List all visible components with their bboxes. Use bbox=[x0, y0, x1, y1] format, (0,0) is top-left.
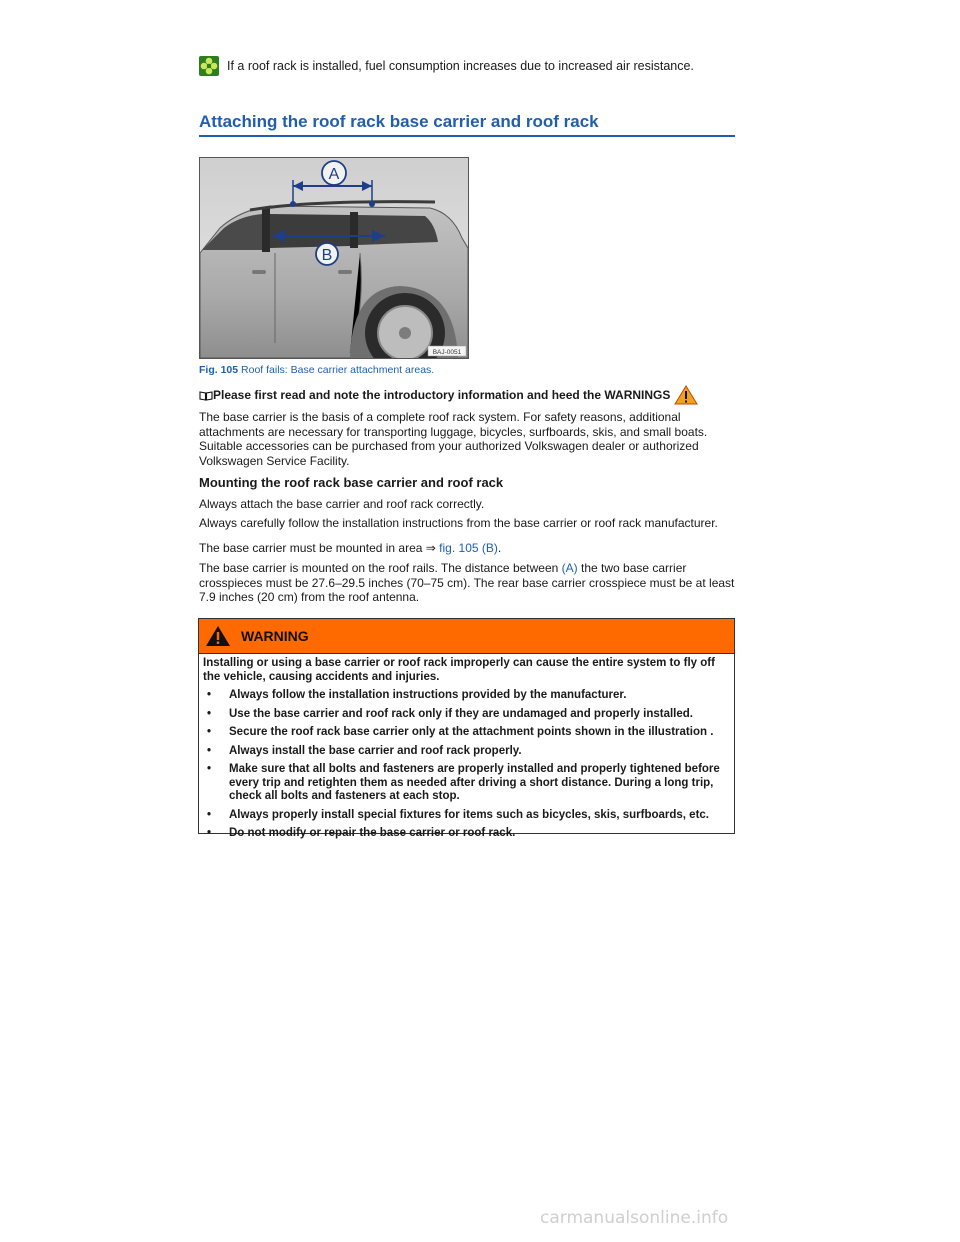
warning-box bbox=[198, 618, 735, 839]
bullet-dot: • bbox=[207, 763, 212, 775]
warning-title: WARNING bbox=[241, 628, 309, 644]
warning-bullet bbox=[203, 827, 730, 841]
caption-number: Fig. 105 bbox=[199, 364, 239, 376]
intro-note bbox=[199, 385, 698, 405]
figure-code: BAJ-0051 bbox=[432, 349, 462, 356]
bullet-text: Make sure that all bolts and fasteners are properly installed and properly tightened before every trip and retighten them as needed after driving a short distance. During a long trip, check all bolts and fasteners at each stop. bbox=[229, 763, 720, 802]
label-a: A bbox=[328, 166, 340, 183]
label-b: B bbox=[321, 247, 333, 264]
car-illustration bbox=[200, 158, 468, 358]
bullet-text: Always follow the installation instructions provided by the manufacturer. bbox=[229, 689, 627, 701]
warning-bullet bbox=[203, 809, 730, 823]
bullet-text: Always properly install special fixtures for items such as bicycles, skis, surfboards, etc. bbox=[229, 808, 710, 821]
bullet-text: Use the base carrier and roof rack only if they are undamaged and properly installed. bbox=[229, 707, 693, 720]
warning-triangle-icon bbox=[205, 625, 231, 647]
mount-area-text: The base carrier must be mounted in area ⇒ bbox=[199, 541, 440, 555]
figure-roof-rack bbox=[199, 157, 469, 359]
bullet-dot: • bbox=[207, 808, 212, 821]
bullet-text: Do not modify or repair the base carrier or roof rack. bbox=[229, 827, 516, 839]
bullet-dot: • bbox=[207, 726, 212, 738]
warning-bullet bbox=[203, 726, 730, 740]
reference-a: (A) bbox=[561, 561, 578, 575]
intro-note-text: Please first read and note the introductory information and heed the WARNINGS bbox=[213, 388, 671, 402]
distance-text-start: The base carrier is mounted on the roof rails. The distance between bbox=[199, 561, 562, 575]
warning-bullet bbox=[203, 708, 730, 722]
bullet-text: Secure the roof rack base carrier only at the attachment points shown in the illustration . bbox=[229, 726, 714, 738]
warning-body bbox=[199, 654, 734, 849]
bullet-dot: • bbox=[207, 689, 212, 701]
figure-link[interactable]: fig. 105 (B) bbox=[439, 541, 498, 555]
subheading-mounting: Mounting the roof rack base carrier and roof rack bbox=[199, 475, 504, 490]
paragraph-base-carrier: The base carrier is the basis of a complete roof rack system. For safety reasons, additional attachments are necessary for transporting luggage, bicycles, surfboards, skis, and small boats. Suitable accessories can be purchased from your authorized Volkswagen dealer or authorized Volkswagen Service Facility. bbox=[199, 410, 708, 468]
paragraph-distance bbox=[199, 561, 739, 605]
eco-note bbox=[199, 56, 694, 76]
figure-caption bbox=[199, 364, 434, 376]
bullet-text: Always install the base carrier and roof rack properly. bbox=[229, 744, 522, 757]
paragraph-mount-area bbox=[199, 541, 739, 556]
warning-bullet bbox=[203, 745, 730, 759]
warning-header bbox=[199, 619, 734, 654]
section-title: Attaching the roof rack base carrier and roof rack bbox=[199, 112, 735, 137]
distance-text-end: the two base carrier crosspieces must be 27.6–29.5 inches (70–75 cm). The rear base carrier crosspiece must be at least 7.9 inches (20 cm) from the roof antenna. bbox=[199, 561, 735, 604]
bullet-dot: • bbox=[207, 744, 212, 757]
warning-bullet bbox=[203, 763, 730, 804]
bullet-dot: • bbox=[207, 707, 212, 720]
warning-intro: Installing or using a base carrier or roof rack improperly can cause the entire system to fly off the vehicle, causing accidents and injuries. bbox=[203, 657, 715, 683]
bullet-dot: • bbox=[207, 827, 212, 839]
warning-bullet bbox=[203, 689, 730, 703]
paragraph-attach: Always attach the base carrier and roof rack correctly. bbox=[199, 497, 485, 511]
flower-eco-icon bbox=[199, 56, 219, 76]
paragraph-follow-instructions: Always carefully follow the installation instructions from the base carrier or roof rack manufacturer. bbox=[199, 516, 718, 530]
watermark: carmanualsonline.info bbox=[540, 1208, 729, 1228]
book-icon bbox=[199, 390, 213, 401]
warning-triangle-icon[interactable] bbox=[674, 385, 698, 405]
mount-area-end: . bbox=[497, 541, 502, 555]
caption-text: Roof fails: Base carrier attachment areas. bbox=[238, 364, 435, 376]
eco-note-text: If a roof rack is installed, fuel consumption increases due to increased air resistance. bbox=[227, 59, 694, 73]
